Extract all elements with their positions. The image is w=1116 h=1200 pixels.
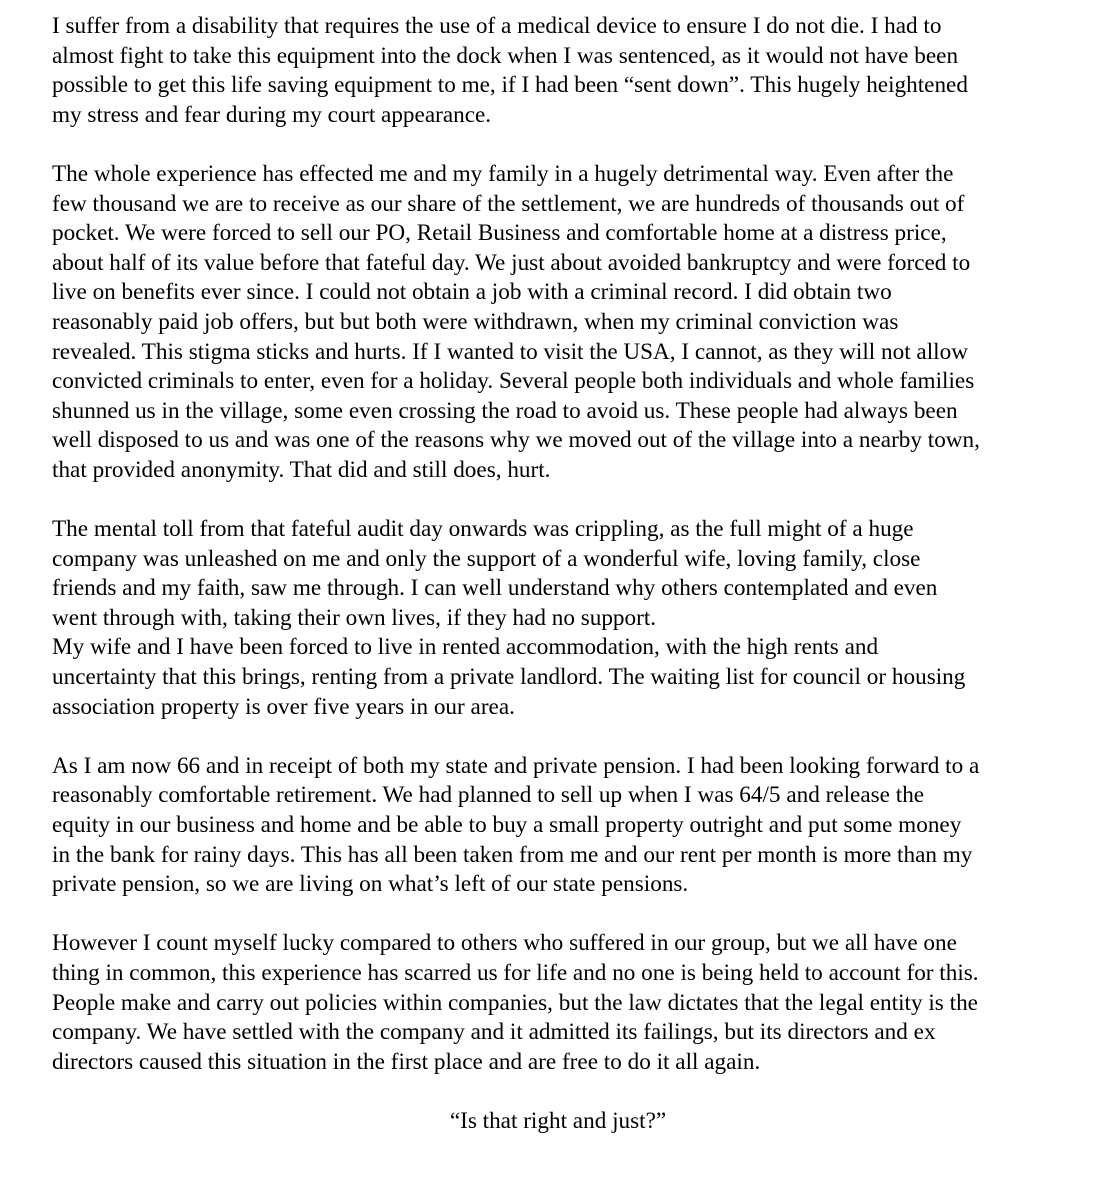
text-line: However I count myself lucky compared to others who suffered in our group, but we all have one <box>52 930 957 957</box>
text-line: live on benefits ever since. I could not obtain a job with a criminal record. I did obtain two <box>52 279 892 306</box>
paragraph-spacer <box>52 130 1092 160</box>
text-line: private pension, so we are living on what’s left of our state pensions. <box>52 871 689 898</box>
text-line: reasonably comfortable retirement. We had planned to sell up when I was 64/5 and release the <box>52 782 925 809</box>
document-body <box>52 12 1092 1137</box>
text-line: few thousand we are to receive as our share of the settlement, we are hundreds of thousands out of <box>52 190 965 217</box>
text-line: friends and my faith, saw me through. I can well understand why others contemplated and even <box>52 575 938 602</box>
text-line: went through with, taking their own lives, if they had no support. <box>52 604 657 631</box>
text-line: association property is over five years in our area. <box>52 693 515 720</box>
text-line: my stress and fear during my court appearance. <box>52 101 492 128</box>
text-line: revealed. This stigma sticks and hurts. If I wanted to visit the USA, I cannot, as they will not allow <box>52 338 968 365</box>
text-line: company was unleashed on me and only the support of a wonderful wife, loving family, close <box>52 545 921 572</box>
paragraph-accountability <box>52 929 1092 1077</box>
text-line: almost fight to take this equipment into the dock when I was sentenced, as it would not have been <box>52 42 959 69</box>
paragraph-spacer <box>52 1077 1092 1107</box>
text-line: possible to get this life saving equipment to me, if I had been “sent down”. This hugely heightened <box>52 72 968 99</box>
text-line: that provided anonymity. That did and still does, hurt. <box>52 456 551 483</box>
text-line: well disposed to us and was one of the reasons why we moved out of the village into a nearby town, <box>52 427 980 454</box>
text-line: about half of its value before that fateful day. We just about avoided bankruptcy and were forced to <box>52 249 971 276</box>
paragraph-spacer <box>52 722 1092 752</box>
text-line: thing in common, this experience has scarred us for life and no one is being held to account for this. <box>52 960 979 986</box>
text-line: company. We have settled with the company and it admitted its failings, but its directors and ex <box>52 1019 936 1046</box>
text-line: As I am now 66 and in receipt of both my state and private pension. I had been looking forward to a <box>52 752 980 779</box>
text-line: in the bank for rainy days. This has all been taken from me and our rent per month is more than my <box>52 841 973 868</box>
text-line: equity in our business and home and be able to buy a small property outright and put some money <box>52 812 962 839</box>
text-line: pocket. We were forced to sell our PO, Retail Business and comfortable home at a distress price, <box>52 220 947 247</box>
text-line: uncertainty that this brings, renting from a private landlord. The waiting list for council or housing <box>52 664 966 691</box>
paragraph-experience <box>52 160 1092 486</box>
text-line: My wife and I have been forced to live in rented accommodation, with the high rents and <box>52 634 879 661</box>
text-line: convicted criminals to enter, even for a holiday. Several people both individuals and whole families <box>52 368 975 395</box>
text-line: I suffer from a disability that requires the use of a medical device to ensure I do not die. I had to <box>52 13 942 39</box>
text-line: The whole experience has effected me and my family in a hugely detrimental way. Even after the <box>52 160 954 187</box>
closing-question: “Is that right and just?” <box>449 1107 667 1134</box>
paragraph-spacer <box>52 900 1092 930</box>
paragraph-retirement <box>52 752 1092 900</box>
paragraph-spacer <box>52 486 1092 516</box>
paragraph-disability <box>52 12 1092 130</box>
text-line: The mental toll from that fateful audit day onwards was crippling, as the full might of a huge <box>52 516 914 543</box>
text-line: reasonably paid job offers, but but both were withdrawn, when my criminal conviction was <box>52 308 899 335</box>
paragraph-mental-toll <box>52 515 1092 722</box>
text-line: shunned us in the village, some even crossing the road to avoid us. These people had always been <box>52 397 958 424</box>
text-line: People make and carry out policies within companies, but the law dictates that the legal entity is the <box>52 989 978 1016</box>
text-line: directors caused this situation in the first place and are free to do it all again. <box>52 1048 761 1075</box>
